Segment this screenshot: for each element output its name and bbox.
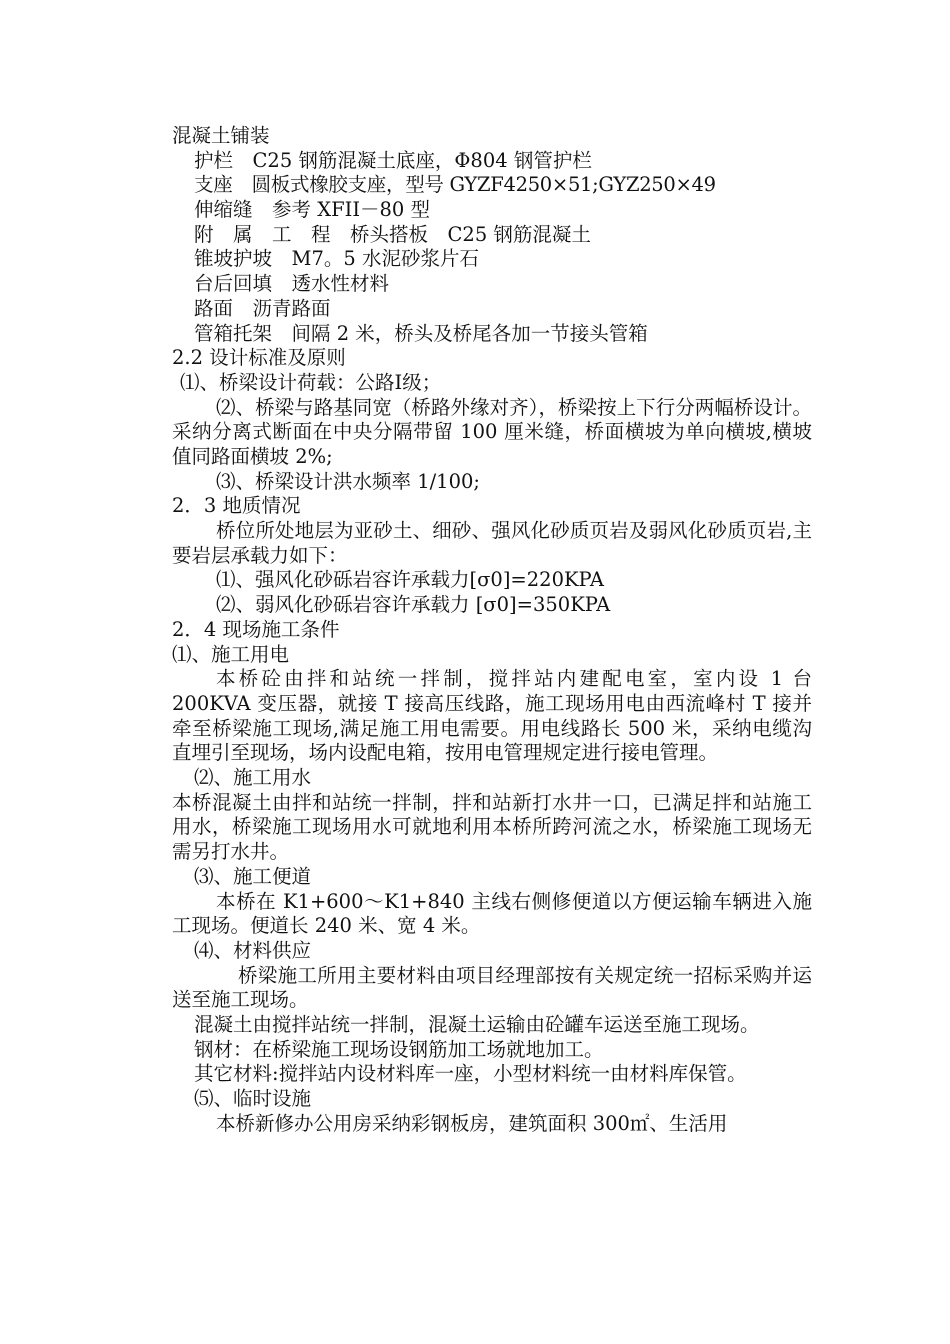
subheading-access-road: ⑶、施工便道 (194, 864, 312, 888)
paragraph-text: 本桥砼由拌和站统一拌制，搅拌站内建配电室，室内设 1 台 200KVA 变压器，就接 T 接高压线路，施工现场用电由西流峰村 T 接并牵至桥梁施工现场,满足施工用电需要。用电线路长 500 米，采纳电缆沟直埋引至现场，场内设配电箱，按用电管理规定进行接电管理。 (172, 667, 812, 765)
section-heading-2-2: 2.2 设计标准及原则 (172, 346, 346, 370)
paragraph-power (172, 667, 812, 766)
paragraph-text: 混凝土由搅拌站统一拌制，混凝土运输由砼罐车运送至施工现场。 (194, 1013, 760, 1036)
paragraph-bridge-width (172, 396, 812, 470)
subheading-temporary-facilities: ⑸、临时设施 (194, 1087, 312, 1111)
spec-line-pipe-bracket: 管箱托架 间隔 2 米，桥头及桥尾各加一节接头管箱 (194, 321, 648, 345)
subheading-power: ⑴、施工用电 (172, 642, 290, 666)
section-heading-2-4: 2．4 现场施工条件 (172, 617, 340, 641)
paragraph-materials (172, 964, 812, 1013)
list-item-bearing-capacity-1: ⑴、强风化砂砾岩容许承载力[σ0]=220KPA (216, 568, 604, 592)
section-heading: 混凝土铺装 (172, 124, 270, 147)
section-heading-2-3: 2．3 地质情况 (172, 494, 301, 518)
list-item-flood-frequency: ⑶、桥梁设计洪水频率 1/100; (216, 469, 480, 493)
paragraph-concrete (172, 1013, 812, 1038)
paragraph-text: 其它材料:搅拌站内设材料库一座，小型材料统一由材料库保管。 (194, 1062, 747, 1086)
subheading-materials: ⑷、材料供应 (194, 938, 312, 962)
spec-line-bearing: 支座 圆板式橡胶支座，型号 GYZF4250×51;GYZ250×49 (194, 173, 716, 197)
paragraph-text: 本桥混凝土由拌和站统一拌制，拌和站新打水井一口，已满足拌和站施工用水，桥梁施工现场用水可就地利用本桥所跨河流之水，桥梁施工现场无需另打水井。 (172, 790, 812, 864)
subheading-water: ⑵、施工用水 (194, 766, 312, 790)
spec-line-expansion-joint: 伸缩缝 参考 XFII－80 型 (194, 198, 431, 222)
spec-line-guardrail: 护栏 C25 钢筋混凝土底座，Φ804 钢管护栏 (194, 148, 592, 172)
paragraph-text: 桥位所处地层为亚砂土、细砂、强风化砂质页岩及弱风化砂质页岩,主要岩层承载力如下： (172, 519, 812, 567)
paragraph-geology (172, 519, 812, 568)
list-item-design-load: ⑴、桥梁设计荷载：公路Ⅰ级； (180, 370, 442, 394)
line-steel: 钢材：在桥梁施工现场设钢筋加工场就地加工。 (194, 1037, 604, 1061)
paragraph-text: 本桥在 K1+600～K1+840 主线右侧修便道以方便运输车辆进入施工现场。便道长 240 米、宽 4 米。 (172, 889, 812, 938)
spec-line-backfill: 台后回填 透水性材料 (194, 272, 390, 296)
paragraph-text: 桥梁施工所用主要材料由项目经理部按有关规定统一招标采购并运送至施工现场。 (172, 963, 812, 1012)
paragraph-water (172, 791, 812, 865)
paragraph-other-materials (172, 1062, 812, 1087)
paragraph-access-road (172, 890, 812, 939)
list-item-bearing-capacity-2: ⑵、弱风化砂砾岩容许承载力 [σ0]=350KPA (216, 593, 611, 617)
spec-line-slope-protection: 锥坡护坡 M7。5 水泥砂浆片石 (194, 247, 479, 271)
spec-line-auxiliary-works: 附 属 工 程 桥头搭板 C25 钢筋混凝土 (194, 222, 591, 246)
document-page (172, 124, 812, 1136)
paragraph-text: ⑵、桥梁与路基同宽（桥路外缘对齐），桥梁按上下行分两幅桥设计。采纳分离式断面在中央分隔带留 100 厘米缝，桥面横坡为单向横坡,横坡值同路面横坡 2%; (172, 395, 812, 468)
spec-line-pavement: 路面 沥青路面 (194, 296, 331, 320)
line-temporary-facilities: 本桥新修办公用房采纳彩钢板房，建筑面积 300㎡、生活用 (216, 1111, 728, 1135)
